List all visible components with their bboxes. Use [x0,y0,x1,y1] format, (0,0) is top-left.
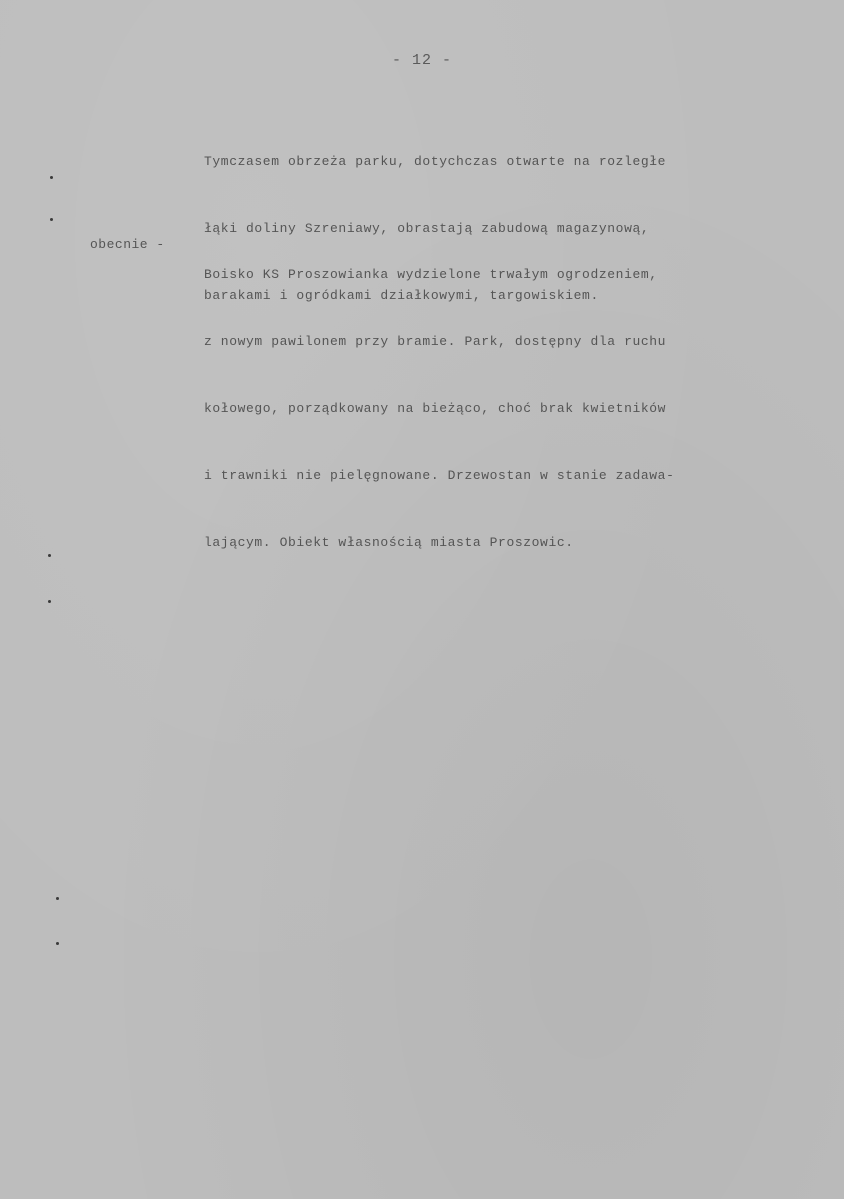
scan-speck [56,897,59,900]
scan-speck [50,218,53,221]
scan-speck [48,554,51,557]
text-line: kołowego, porządkowany na bieżąco, choć brak kwietników [204,401,667,416]
text-line: barakami i ogródkami działkowymi, targowiskiem. [204,288,599,303]
scan-speck [56,942,59,945]
text-line: łąki doliny Szreniawy, obrastają zabudową magazynową, [204,221,650,236]
scan-speck [50,176,53,179]
text-line: Tymczasem obrzeża parku, dotychczas otwarte na rozległe [204,154,667,169]
margin-label-obecnie: obecnie - [90,237,165,252]
paragraph-current-state [204,226,674,591]
page-number: - 12 - [391,52,452,69]
text-line: lającym. Obiekt własnością miasta Proszowic. [204,535,574,550]
text-line: Boisko KS Proszowianka wydzielone trwałym ogrodzeniem, [204,267,658,282]
text-line: i trawniki nie pielęgnowane. Drzewostan w stanie zadawa- [204,468,675,483]
scan-speck [48,600,51,603]
text-line: z nowym pawilonem przy bramie. Park, dostępny dla ruchu [204,334,667,349]
